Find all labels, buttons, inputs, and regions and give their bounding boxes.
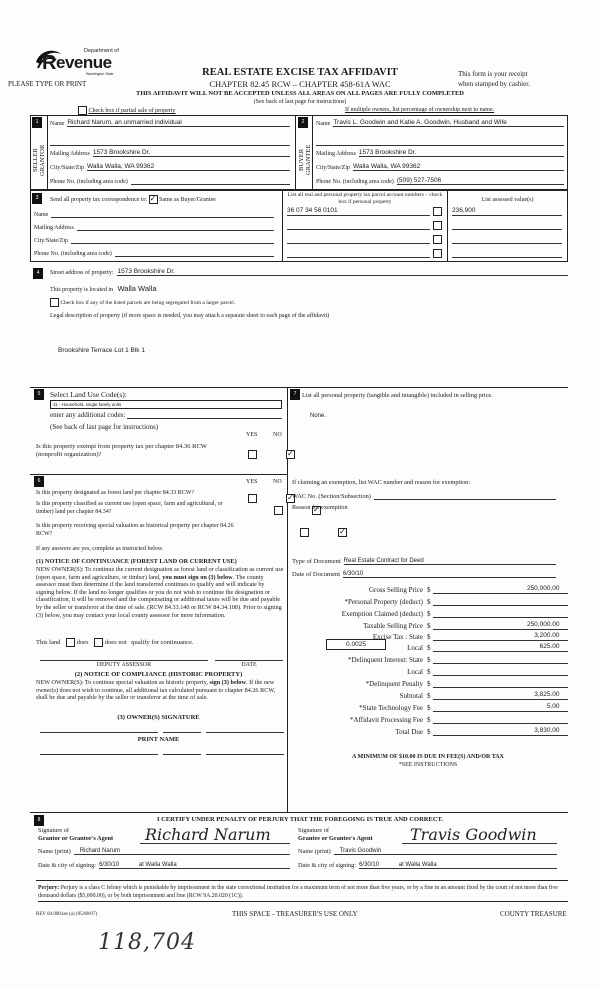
section-8 [30, 812, 568, 882]
seller-city-field[interactable]: Walla Walla, WA 99362 [87, 163, 290, 171]
property-section [30, 265, 570, 380]
personal-property-value[interactable]: None. [310, 413, 327, 419]
assessed-value-field[interactable] [452, 235, 562, 244]
amount-row-total: Total Due $ 3,830.00 [288, 727, 568, 736]
logo-name: evenue [56, 53, 112, 72]
yes-header: YES [246, 479, 258, 485]
corr-name-label: Name [34, 212, 49, 218]
print-name-label: PRINT NAME [137, 736, 180, 743]
correspondence-instruction: Send all property tax correspondence to: ✓ Same as Buyer/Grantee [50, 195, 216, 204]
parcel-account-field[interactable] [287, 249, 430, 258]
buyer-name-label: Name [316, 121, 331, 127]
additional-codes-label: enter any additional codes: [50, 411, 126, 419]
exempt-yes-checkbox[interactable] [248, 450, 257, 459]
amount-row-local-tax: Local $ 625.00 [288, 643, 568, 652]
warning-text: THIS AFFIDAVIT WILL NOT BE ACCEPTED UNLESS ALL AREAS ON ALL PAGES ARE FULLY COMPLETED [136, 90, 464, 97]
section-7 [288, 387, 568, 812]
buyer-name-field[interactable]: Travis L. Goodwin and Katie A. Goodwin, Husband and Wife [333, 119, 564, 127]
personal-property-deduct-field[interactable] [433, 597, 568, 606]
buyer-city-field[interactable]: Walla Walla, WA 99362 [353, 163, 564, 171]
exempt-question: Is this property exempt from property tax per chapter 84.36 RCW (nonprofit organization)? [36, 443, 207, 458]
segregated-checkbox[interactable] [50, 298, 59, 307]
print-name-line-3[interactable] [206, 754, 284, 755]
subtotal-field[interactable]: 3,825.00 [433, 691, 568, 700]
seller-name-line2[interactable] [50, 145, 290, 146]
owner-sig-line-2[interactable] [163, 732, 201, 733]
buyer-city-label: City/State/Zip [316, 165, 350, 171]
delinquent-interest-local-field[interactable] [433, 667, 568, 676]
seller-section [30, 115, 295, 190]
current-use-question: Is this property classified as current use (open space, farm and agricultural, or timber) land per chapter 84.34? [36, 501, 223, 515]
grantee-date-label: Date & city of signing: [298, 862, 357, 869]
state-technology-fee-field[interactable]: 5.00 [433, 703, 568, 712]
exemption-label: If claiming an exemption, list WAC number and reason for exemption: [292, 479, 471, 486]
forest-question: Is this property designated as forest land per chapter 84.33 RCW? [36, 490, 195, 496]
correspondence-section [30, 190, 282, 262]
buyer-phone-field[interactable]: (509) 527-7506 [397, 177, 564, 185]
see-instructions-note: *SEE INSTRUCTIONS [398, 762, 458, 768]
divider [47, 115, 48, 190]
section-number-8: 8 [34, 815, 44, 826]
gross-selling-price-field[interactable]: 250,000.00 [433, 585, 568, 594]
grantee-signature: Travis Goodwin [410, 825, 537, 844]
corr-city-field[interactable] [71, 236, 274, 244]
grantor-signature: Richard Narum [145, 825, 271, 844]
personal-property-checkbox[interactable] [433, 235, 442, 244]
grantee-name-field[interactable]: Travis Goodwin [334, 848, 557, 855]
if-yes-note: If any answers are yes, complete as instructed below. [36, 546, 164, 552]
section-number-4: 4 [33, 268, 43, 279]
receipt-line1: This form is your receipt [458, 70, 528, 78]
partial-sale-checkbox[interactable] [78, 106, 87, 115]
personal-property-checkbox[interactable] [433, 249, 442, 258]
seller-mailing-label: Mailing Address [50, 151, 90, 157]
additional-codes-field[interactable] [127, 411, 282, 419]
section-number-3: 3 [32, 193, 42, 204]
doc-date-label: Date of Document [292, 571, 341, 578]
section-number-1: 1 [32, 117, 42, 128]
section-number-2: 2 [298, 117, 308, 128]
affidavit-processing-fee-field[interactable] [433, 715, 568, 724]
continuance-row: This land does does not qualify for continuance. [36, 638, 194, 646]
corr-name-field[interactable] [51, 210, 274, 218]
local-rate-field[interactable]: 0.0025 [326, 639, 386, 650]
buyer-mailing-field[interactable]: 1573 Brookshire Dr. [359, 149, 564, 157]
street-label: Street address of property: [50, 270, 114, 276]
treasurer-space: THIS SPACE - TREASURER'S USE ONLY [232, 910, 358, 918]
land-use-select[interactable]: 11 - Household, single family units [50, 400, 282, 409]
personal-property-label: List all personal property (tangible and intangible) included in selling price. [302, 392, 493, 399]
doc-date-field[interactable]: 6/30/10 [343, 571, 556, 578]
wac-field[interactable] [374, 492, 556, 500]
grantor-name-label: Name (print) [38, 848, 71, 855]
amount-row-gross: Gross Selling Price $ 250,000.00 [288, 585, 568, 594]
handwritten-number: 118,704 [98, 930, 196, 955]
corr-city-label: City/State/Zip [34, 238, 68, 244]
buyer-side-label: BUYER GRANTEE [298, 144, 312, 176]
divider [447, 190, 448, 262]
notice1-title: (1) NOTICE OF CONTINUANCE (FOREST LAND OR CURRENT USE) [36, 558, 237, 565]
assessed-value-field[interactable] [452, 249, 562, 258]
deputy-label: DEPUTY ASSESSOR [96, 662, 152, 668]
personal-property-checkbox[interactable] [433, 221, 442, 230]
grantor-date-label: Date & city of signing: [38, 862, 97, 869]
doc-type-label: Type of Document [292, 558, 341, 565]
owner-sig-line-1[interactable] [40, 732, 158, 733]
receipt-line2: when stamped by cashier. [458, 80, 530, 88]
logo-initial: R [42, 52, 57, 74]
amount-row-subtotal: Subtotal $ 3,825.00 [288, 691, 568, 700]
same-as-buyer-checkbox[interactable] [149, 195, 158, 204]
seller-mailing-field[interactable]: 1573 Brookshire Dr. [93, 149, 290, 157]
buyer-section [296, 115, 568, 190]
section-6 [30, 474, 287, 812]
form-subtitle: CHAPTER 82.45 RCW – CHAPTER 458-61A WAC [209, 79, 391, 89]
amount-row-delinquent-state: *Delinquent Interest: State $ [288, 655, 568, 664]
delinquent-interest-state-field[interactable] [433, 655, 568, 664]
no-header: NO [273, 432, 282, 438]
doc-type-field[interactable]: Real Estate Contract for Deed [344, 558, 556, 565]
partial-sale[interactable]: Check box if partial sale of property [78, 106, 175, 115]
legal-label: Legal description of property (if more space is needed, you may attach a separate sheet to each page of the affidavit) [50, 313, 330, 319]
corr-mailing-field[interactable] [77, 223, 274, 231]
section-number-7: 7 [290, 389, 300, 400]
does-not-qualify-checkbox[interactable] [94, 638, 103, 647]
amount-row-processing-fee: *Affidavit Processing Fee $ [288, 715, 568, 724]
amount-row-penalty: *Delinquent Penalty $ [288, 679, 568, 688]
seller-name-field[interactable]: Richard Narum, an unmarried individual [67, 119, 290, 127]
no-header: NO [273, 479, 282, 485]
grantee-sig-label: Signature of Grantee or Grantee's Agent [298, 827, 373, 842]
seller-phone-field[interactable] [131, 177, 290, 185]
excise-tax-local-field[interactable]: 625.00 [433, 643, 568, 652]
notice2-text: NEW OWNER(S): To continue special valuation as historic property, sign (3) below. If the new owner(s) does not wish to continue, all additional tax calculated pursuant to chapter 84.26 RCW, shall be due and payable by the seller or transferor at the time of sale. [36, 679, 276, 702]
corr-phone-field[interactable] [115, 249, 274, 257]
wac-label: WAC No. (Section/Subsection) [292, 493, 371, 500]
assessor-date-line[interactable] [215, 660, 283, 661]
notice1-text: NEW OWNER(S): To continue the current designation as forest land or classification as current use (open space, farm and agriculture, or timber) land, you must sign on (3) below. The county assessor must then determine if the land transferred continues to qualify and will indicate by signing below. If the land no longer qualifies or you do not wish to continue the designation or classification, it will be removed and the compensating or additional taxes will be due and payable by the seller or transferor at the time of sale. (RCW 84.33.140 or RCW 84.34.108). Prior to signing (3) below, you may contact your local county assessor for more information. [36, 566, 284, 619]
certify-statement: I CERTIFY UNDER PENALTY OF PERJURY THAT THE FOREGOING IS TRUE AND CORRECT. [156, 816, 443, 823]
total-due-field[interactable]: 3,830.00 [433, 727, 568, 736]
segregated-row: Check box if any of the listed parcels are being segregated from a larger parcel. [50, 298, 235, 307]
county-treasurer: COUNTY TREASURE [500, 910, 567, 918]
land-use-see-back: (See back of last page for instructions) [50, 423, 159, 431]
amount-row-state-tax: Excise Tax : State $ 3,200.00 [288, 632, 568, 641]
notice2-title: (2) NOTICE OF COMPLIANCE (HISTORIC PROPERTY) [74, 671, 243, 678]
land-use-label: Select Land Use Code(s): [50, 390, 127, 399]
delinquent-penalty-field[interactable] [433, 679, 568, 688]
seller-city-label: City/State/Zip [50, 165, 84, 171]
logo-state: Washington State [86, 72, 114, 76]
buyer-name-line2[interactable] [316, 145, 564, 146]
forest-yes-checkbox[interactable] [248, 494, 257, 503]
minimum-due-note: A MINIMUM OF $10.00 IS DUE IN FEE(S) AND/OR TAX [352, 754, 504, 760]
buyer-mailing-label: Mailing Address [316, 151, 356, 157]
historic-question: Is this property receiving special valuation as historical property per chapter 84.26 RCW? [36, 523, 234, 537]
amount-row-exemption: Exemption Claimed (deduct) $ [288, 609, 568, 618]
assessed-value-field[interactable] [452, 221, 562, 230]
form-title: REAL ESTATE EXCISE TAX AFFIDAVIT [202, 67, 398, 78]
section-number-5: 5 [34, 389, 44, 400]
seller-side-label: SELLER GRANTOR [32, 144, 46, 176]
seller-name-label: Name [50, 121, 65, 127]
assessed-header: List assessed value(s) [481, 197, 534, 203]
located-field[interactable]: Walla Walla [117, 284, 157, 293]
corr-phone-label: Phone No. (including area code) [34, 251, 112, 257]
multiple-owners-note: If multiple owners, list percentage of ownership next to name. [345, 107, 495, 113]
divider [282, 190, 283, 262]
amount-row-personal: *Personal Property (deduct) $ [288, 597, 568, 606]
does-qualify-checkbox[interactable] [66, 638, 75, 647]
amount-row-tech-fee: *State Technology Fee $ 5.00 [288, 703, 568, 712]
divider [36, 880, 568, 881]
grantor-name-field[interactable]: Richard Narum [74, 848, 290, 855]
amount-row-delinquent-local: Local $ [288, 667, 568, 676]
corr-mailing-label: Mailing Address [34, 225, 74, 231]
assessed-value-field[interactable]: 236,900 [452, 207, 562, 216]
parcel-account-field[interactable] [287, 221, 430, 230]
please-type: PLEASE TYPE OR PRINT [8, 80, 87, 88]
parcel-account-field[interactable]: 36 07 34 56 0101 [287, 207, 430, 216]
taxable-selling-price-field[interactable]: 250,000.00 [433, 621, 568, 630]
located-row: This property is located in Walla Walla [50, 284, 157, 293]
parcel-header: List all real and personal property tax parcel account numbers – check box if personal property [287, 192, 443, 205]
date-label: DATE [241, 662, 257, 668]
reason-label: Reason for exemption [292, 504, 348, 511]
owner-sig-line-3[interactable] [206, 732, 284, 733]
see-back: (See back of last page for instructions) [253, 99, 347, 105]
seller-phone-label: Phone No. (including area code) [50, 179, 128, 185]
logo-dept: Department of [84, 48, 119, 54]
grantor-date-city-field[interactable]: 6/30/10 at Walla Walla [99, 862, 290, 869]
owner-signature-label: (3) OWNER(S) SIGNATURE [117, 714, 200, 721]
grantee-date-city-field[interactable]: 6/30/10 at Walla Walla [359, 862, 557, 869]
personal-property-checkbox[interactable] [433, 207, 442, 216]
dor-logo [34, 44, 124, 80]
section-number-6: 6 [34, 476, 44, 487]
grantee-name-label: Name (print) [298, 848, 331, 855]
yes-header: YES [246, 432, 258, 438]
land-use-section [30, 387, 287, 474]
buyer-phone-label: Phone No. (including area code) [316, 179, 394, 185]
print-name-line-1[interactable] [40, 754, 158, 755]
current-use-yes-checkbox[interactable] [274, 506, 283, 515]
form-number: REV 84 0001ae (a) (05/08/07) [36, 912, 98, 917]
print-name-line-2[interactable] [163, 754, 201, 755]
deputy-assessor-line[interactable] [40, 660, 208, 661]
grantor-sig-label: Signature of Grantor or Grantor's Agent [38, 827, 114, 842]
perjury-notice: Perjury: Perjury is a class C felony which is punishable by imprisonment in the state correctional institution for a maximum term of not more than five years, or by a fine in an amount fixed by the court of not more than five thousand dollars ($5,000.00), or by both imprisonment and fine (RCW 9A.20.020 (1C)). [38, 885, 568, 902]
legal-description-field[interactable]: Brookshire Terrace Lot 1 Blk 1 [58, 347, 145, 354]
parcel-account-field[interactable] [287, 235, 430, 244]
street-field[interactable]: 1573 Brookshire Dr. [117, 268, 568, 276]
divider [312, 115, 313, 190]
exemption-claimed-field[interactable] [433, 609, 568, 618]
excise-tax-state-field[interactable]: 3,200.00 [433, 632, 568, 641]
amount-row-taxable: Taxable Selling Price $ 250,000.00 [288, 621, 568, 630]
